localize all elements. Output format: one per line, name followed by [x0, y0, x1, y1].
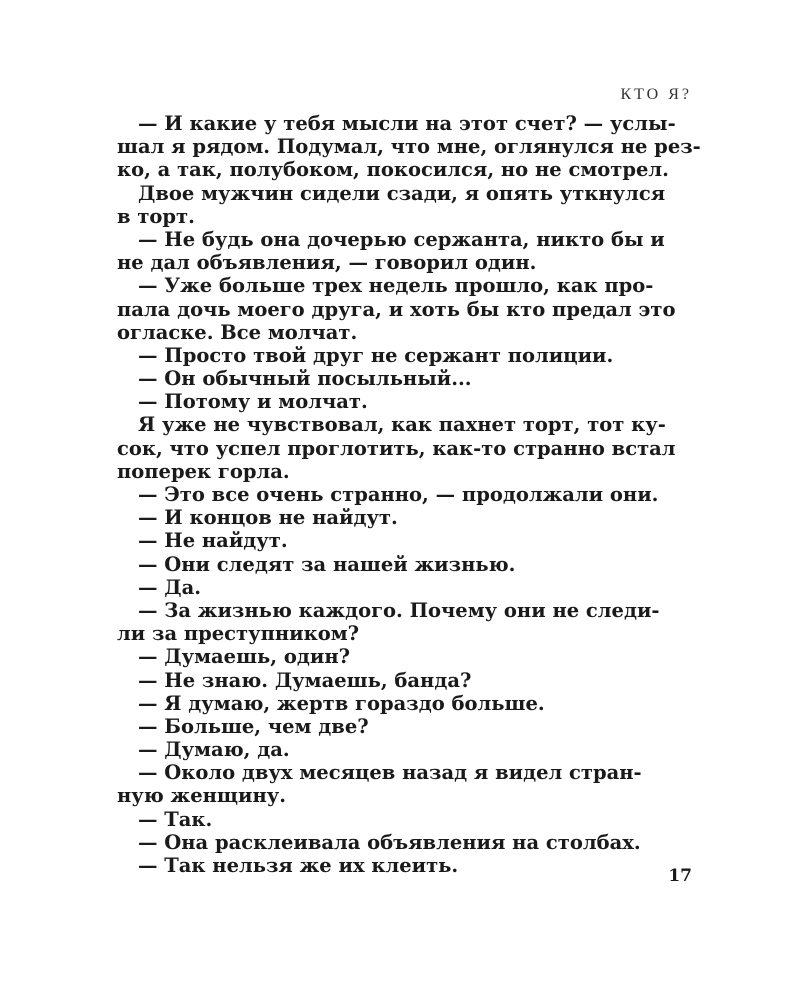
text-line: пала дочь моего друга, и хоть бы кто предал это [117, 297, 676, 321]
text-line: — Он обычный посыльный... [138, 367, 472, 391]
text-line: Я уже не чувствовал, как пахнет торт, тот ку- [138, 413, 666, 437]
text-line: — Они следят за нашей жизнью. [138, 552, 516, 576]
text-line: в торт. [117, 204, 195, 228]
text-line: — Уже больше трех недель прошло, как про- [138, 274, 654, 298]
page-number: 17 [668, 866, 692, 886]
text-line: — Так. [138, 807, 213, 831]
text-line: — Я думаю, жертв гораздо больше. [138, 691, 545, 715]
text-line: — Думаешь, один? [138, 645, 351, 669]
text-line: — За жизнью каждого. Почему они не следи- [138, 598, 660, 622]
text-line: ли за преступником? [117, 622, 360, 646]
text-line: — Так нельзя же их клеить. [138, 854, 459, 877]
text-line: сок, что успел проглотить, как-то странно встал [117, 436, 676, 460]
text-line: Двое мужчин сидели сзади, я опять уткнулся [138, 181, 666, 205]
text-line: — Это все очень странно, — продолжали они. [138, 483, 659, 506]
text-line: — Она расклеивала объявления на столбах. [138, 830, 641, 854]
text-line: — Не будь она дочерью сержанта, никто бы и [138, 227, 665, 251]
text-line: шал я рядом. Подумал, что мне, оглянулся не рез- [117, 135, 701, 159]
text-line: — Около двух месяцев назад я видел стран- [138, 761, 642, 785]
text-line: — Больше, чем две? [138, 714, 369, 738]
text-line: — Потому и молчат. [138, 390, 368, 414]
text-line: огласке. Все молчат. [117, 320, 358, 344]
text-line: не дал объявления, — говорил один. [117, 251, 537, 275]
text-line: поперек горла. [117, 459, 290, 483]
text-line: — И какие у тебя мысли на этот счет? — услы- [138, 112, 676, 135]
text-line: — Да. [138, 575, 202, 599]
text-line: — Не знаю. Думаешь, банда? [138, 668, 472, 692]
text-line: — Просто твой друг не сержант полиции. [138, 343, 614, 367]
running-header: КТО Я? [620, 86, 692, 103]
text-line: — Думаю, да. [138, 738, 290, 762]
text-line: ко, а так, полубоком, покосился, но не смотрел. [117, 158, 669, 182]
text-line: — И концов не найдут. [138, 506, 398, 530]
text-line: — Не найдут. [138, 529, 288, 553]
text-line: ную женщину. [117, 784, 287, 808]
